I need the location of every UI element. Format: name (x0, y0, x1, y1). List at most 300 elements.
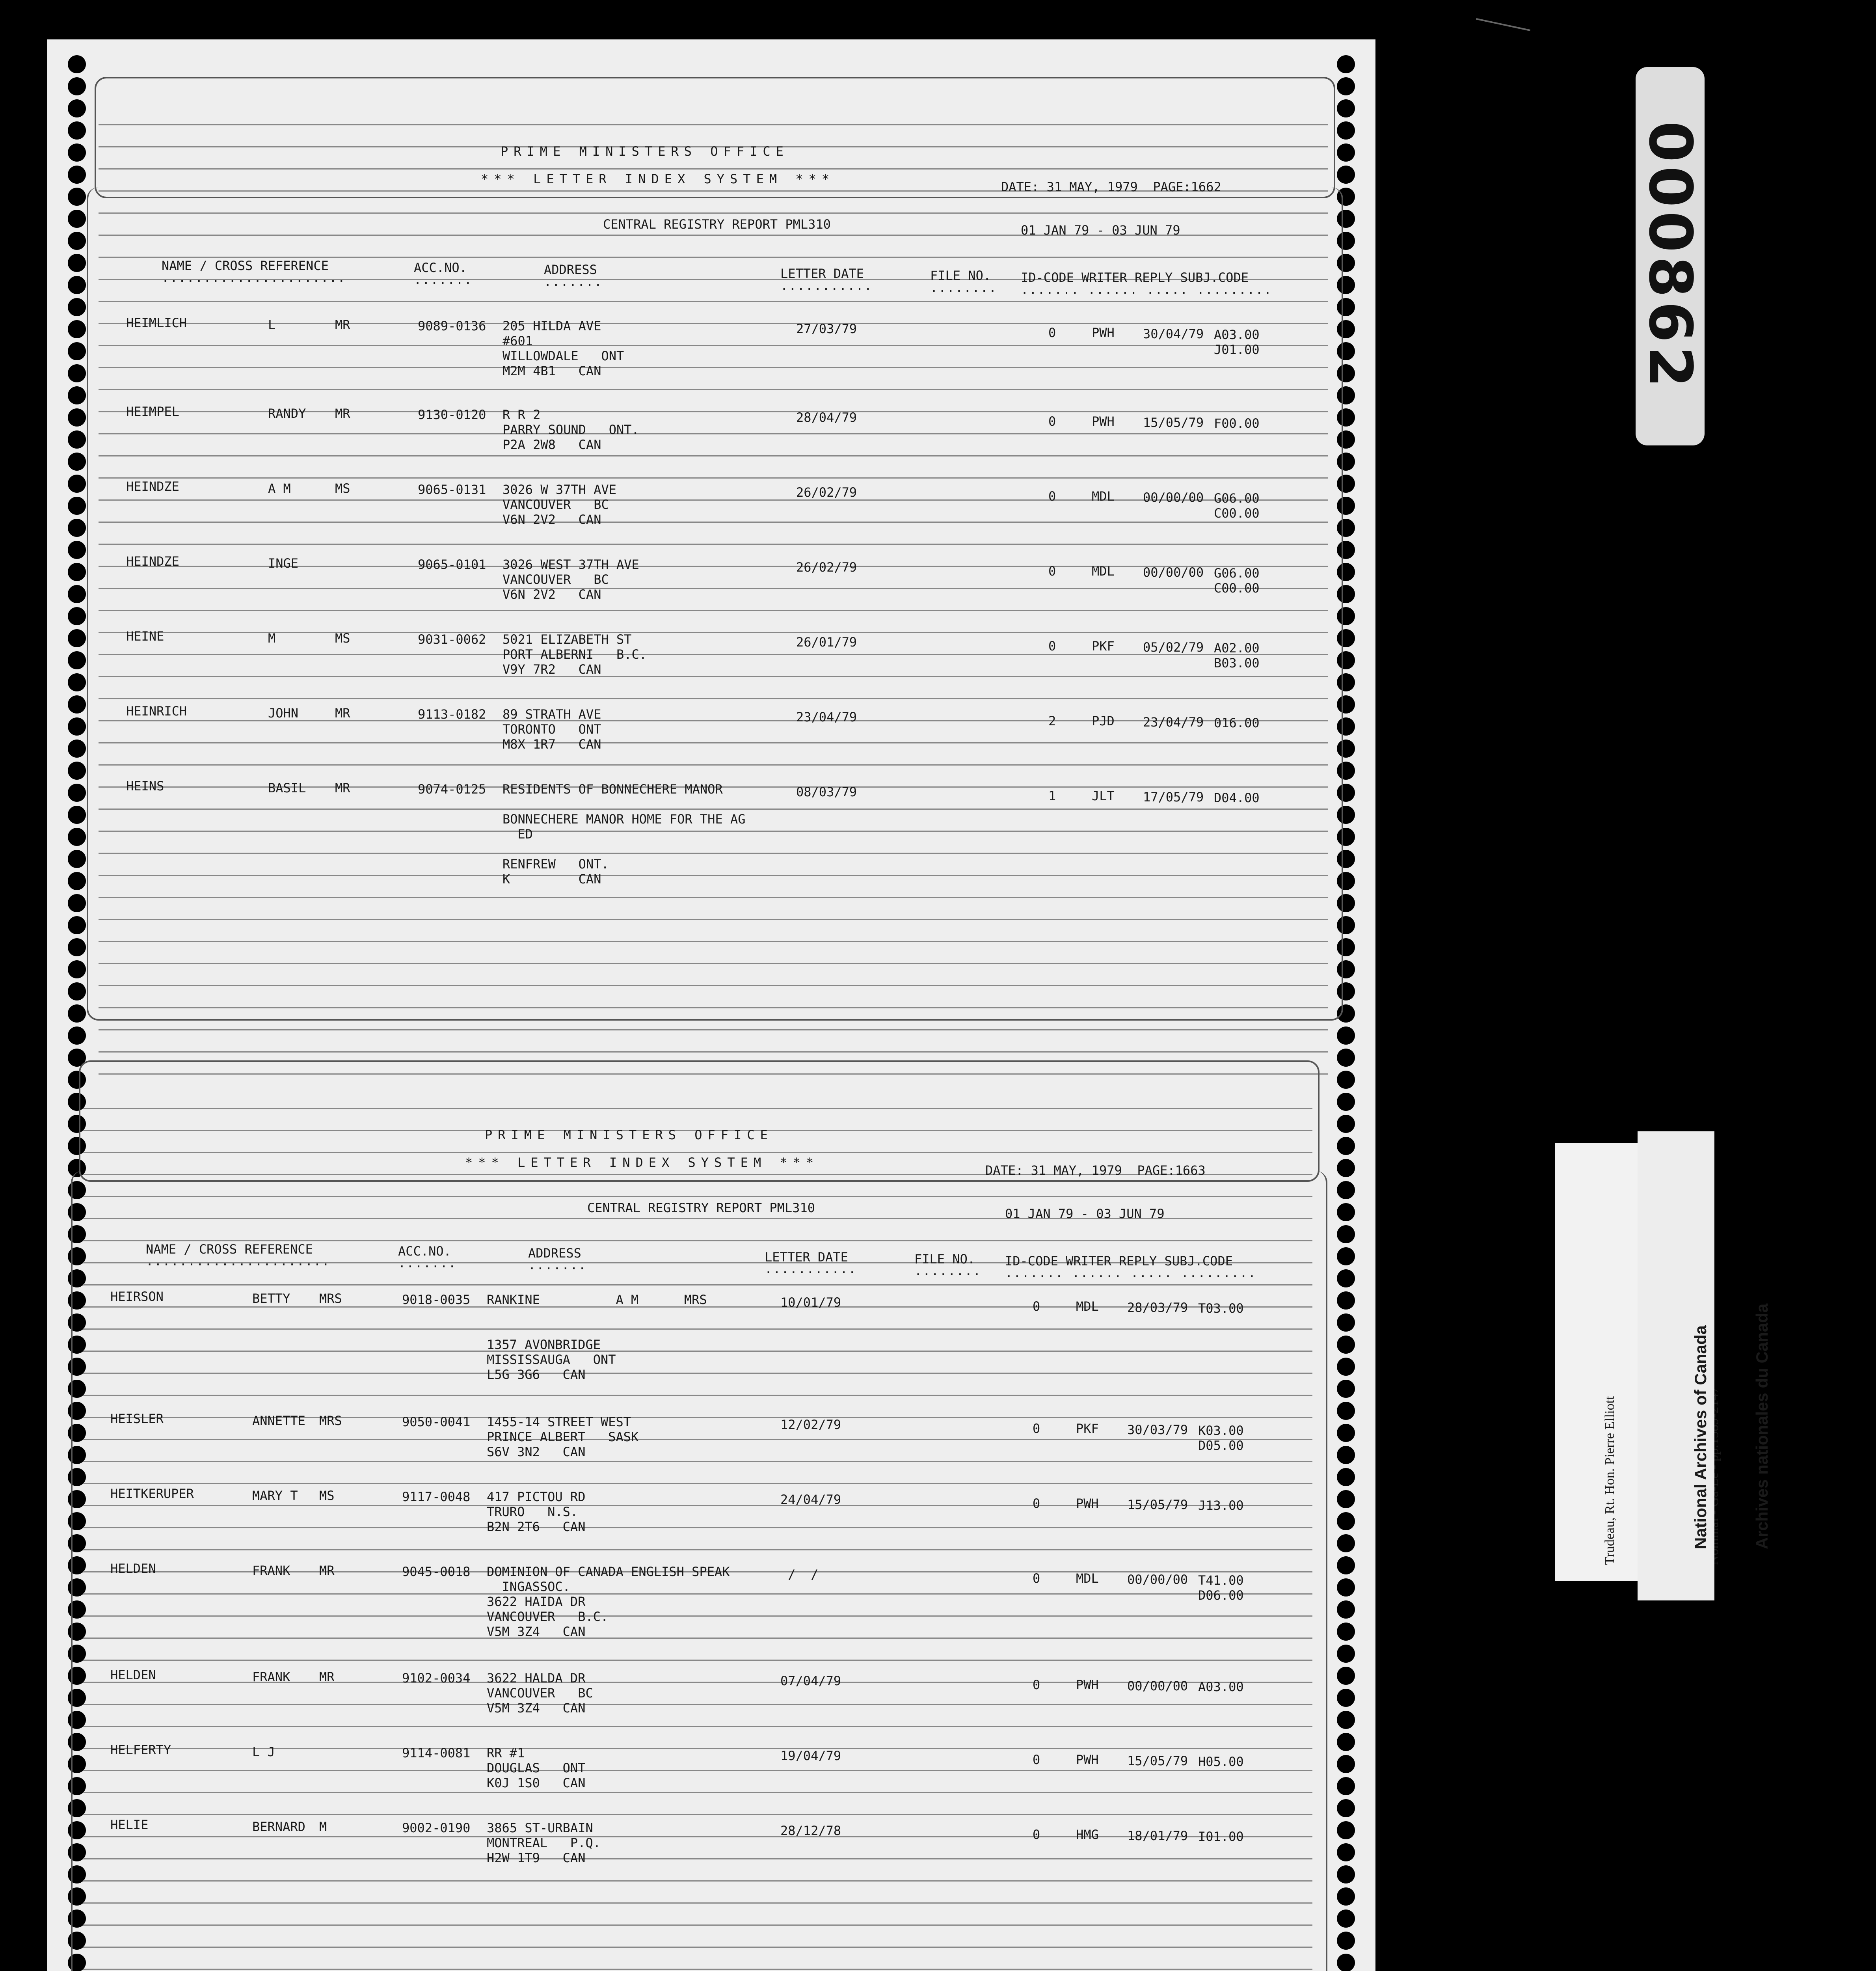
tractor-hole (1337, 1954, 1355, 1971)
tractor-hole (1337, 1336, 1355, 1354)
record-writer: JLT (1092, 788, 1115, 803)
record-id-code: 0 (1048, 489, 1056, 504)
record-acc-no: 9114-0081 (402, 1746, 471, 1760)
record-letter-date: 26/02/79 (796, 560, 857, 575)
tractor-hole (1337, 1910, 1355, 1928)
col-header-file-no-underline: ........ (930, 280, 998, 295)
ruling-line (83, 1792, 1312, 1793)
tractor-hole (1337, 1755, 1355, 1773)
archive-label (1638, 1131, 1771, 1600)
tractor-hole (68, 850, 86, 868)
tractor-hole (1337, 1512, 1355, 1530)
tractor-hole (68, 519, 86, 537)
record-address-line: H2W 1T9 CAN (487, 1850, 586, 1865)
ruling-line (83, 1527, 1312, 1528)
tractor-hole (68, 453, 86, 471)
record-address-line: S6V 3N2 CAN (487, 1444, 586, 1459)
tractor-hole (1337, 1137, 1355, 1155)
record-address-line: B2N 2T6 CAN (487, 1519, 586, 1534)
ruling-line (99, 455, 1328, 456)
record-surname: HEITKERUPER (110, 1486, 194, 1501)
record-surname: HEIRSON (110, 1289, 164, 1304)
record-reply-date: 15/05/79 (1127, 1497, 1188, 1512)
ruling-line (83, 1924, 1312, 1926)
ruling-line (99, 875, 1328, 876)
col-header-acc-underline: ....... (398, 1256, 457, 1271)
tractor-hole (68, 475, 86, 493)
record-subject-code: C00.00 (1214, 581, 1260, 596)
ruling-line (99, 1051, 1328, 1053)
record-title: MS (335, 631, 350, 646)
tractor-hole (1337, 1600, 1355, 1619)
tractor-hole (1337, 1071, 1355, 1089)
tractor-hole (1337, 1203, 1355, 1221)
ruling-line (99, 809, 1328, 810)
record-subject-code: J01.00 (1214, 342, 1260, 357)
tractor-hole (1337, 1446, 1355, 1464)
record-writer: PWH (1076, 1752, 1099, 1767)
ruling-line (99, 345, 1328, 346)
record-reply-date: 00/00/00 (1127, 1679, 1188, 1693)
tractor-hole (1337, 1049, 1355, 1067)
record-id-code: 0 (1033, 1299, 1040, 1314)
record-given-name: L J (252, 1744, 275, 1759)
record-address-line: TRURO N.S. (487, 1504, 578, 1519)
record-id-code: 0 (1048, 564, 1056, 579)
record-address-line: 1357 AVONBRIDGE (487, 1337, 601, 1352)
record-reply-date: 17/05/79 (1143, 790, 1204, 805)
ruling-line (83, 1152, 1312, 1153)
tractor-hole (68, 806, 86, 824)
record-address-line: WILLOWDALE ONT (502, 348, 624, 363)
tractor-hole (68, 188, 86, 206)
ruling-line (99, 124, 1328, 125)
record-surname: HEIMPEL (126, 404, 179, 419)
record-title: MR (335, 706, 350, 721)
record-reply-date: 05/02/79 (1143, 640, 1204, 655)
record-address-line: 205 HILDA AVE (502, 319, 601, 333)
record-subject-code: H05.00 (1198, 1754, 1244, 1769)
ruling-line (99, 588, 1328, 589)
record-letter-date: 19/04/79 (780, 1748, 841, 1763)
report-name: CENTRAL REGISTRY REPORT PML310 (603, 217, 831, 232)
tractor-hole (1337, 1115, 1355, 1133)
record-id-code: 0 (1048, 639, 1056, 654)
record-given-name: MARY T (252, 1488, 298, 1503)
record-surname: HELDEN (110, 1667, 156, 1682)
record-writer: MDL (1076, 1299, 1099, 1314)
date-page: DATE: 31 MAY, 1979 PAGE:1662 (1001, 179, 1221, 194)
record-surname: HELIE (110, 1817, 149, 1832)
tractor-hole (68, 1026, 86, 1045)
record-subject-code: G06.00 (1214, 566, 1260, 581)
col-header-acc-underline: ....... (414, 272, 473, 287)
col-header-acc: ACC.NO. (398, 1244, 451, 1259)
record-given-name: BERNARD (252, 1819, 305, 1834)
col-header-name-underline: ...................... (162, 270, 346, 285)
tractor-hole (68, 695, 86, 714)
record-surname: HEINS (126, 779, 164, 794)
ruling-line (83, 1902, 1312, 1904)
record-acc-no: 9074-0125 (418, 782, 486, 797)
record-subject-code: A03.00 (1214, 327, 1260, 342)
tractor-hole (68, 143, 86, 162)
record-address-line: MONTREAL P.Q. (487, 1835, 601, 1850)
record-writer: MDL (1092, 564, 1115, 579)
ruling-line (83, 1549, 1312, 1550)
record-address-line: RESIDENTS OF BONNECHERE MANOR (502, 782, 723, 797)
tractor-hole (1337, 1534, 1355, 1552)
record-reply-date: 18/01/79 (1127, 1828, 1188, 1843)
record-writer: PJD (1092, 714, 1115, 728)
ruling-line (99, 544, 1328, 545)
tractor-hole (68, 298, 86, 316)
record-address-line: K0J 1S0 CAN (487, 1775, 586, 1790)
body-frame (87, 187, 1343, 1021)
record-letter-date: 24/04/79 (780, 1492, 841, 1507)
record-surname: HEINDZE (126, 554, 179, 569)
record-title: M (319, 1819, 327, 1834)
record-given-name: M (268, 631, 276, 646)
ruling-line (83, 1439, 1312, 1440)
tractor-hole (1337, 1733, 1355, 1751)
record-subject-code: J13.00 (1198, 1498, 1244, 1513)
report-name: CENTRAL REGISTRY REPORT PML310 (587, 1200, 815, 1215)
tractor-hole (68, 320, 86, 338)
tractor-hole (68, 121, 86, 140)
record-given-name: A M (268, 481, 291, 496)
record-address-line: RANKINE A M MRS (487, 1292, 707, 1307)
record-reply-date: 15/05/79 (1127, 1753, 1188, 1768)
record-surname: HEIMLICH (126, 315, 187, 330)
ruling-line (83, 1108, 1312, 1109)
record-acc-no: 9065-0101 (418, 557, 486, 572)
tractor-hole (1337, 1313, 1355, 1332)
record-given-name: L (268, 317, 276, 332)
tractor-hole (1337, 99, 1355, 117)
tractor-hole (1337, 1490, 1355, 1508)
record-address-line: MISSISSAUGA ONT (487, 1352, 616, 1367)
tractor-hole (68, 541, 86, 559)
record-address-line: 417 PICTOU RD (487, 1489, 586, 1504)
tractor-hole (1337, 1269, 1355, 1287)
ruling-line (99, 1007, 1328, 1008)
record-id-code: 0 (1033, 1677, 1040, 1692)
record-letter-date: 28/04/79 (796, 410, 857, 425)
record-acc-no: 9065-0131 (418, 482, 486, 497)
record-reply-date: 30/03/79 (1127, 1422, 1188, 1437)
ruling-line (83, 1593, 1312, 1595)
tractor-hole (1337, 1932, 1355, 1950)
record-subject-code: D05.00 (1198, 1438, 1244, 1453)
record-address-line: 5021 ELIZABETH ST (502, 632, 632, 647)
record-address-line: K CAN (502, 872, 601, 887)
date-range: 01 JAN 79 - 03 JUN 79 (1005, 1206, 1165, 1221)
ruling-line (83, 1704, 1312, 1705)
record-acc-no: 9102-0034 (402, 1671, 471, 1686)
record-writer: PWH (1092, 325, 1115, 340)
record-writer: PKF (1076, 1421, 1099, 1436)
record-reply-date: 00/00/00 (1127, 1572, 1188, 1587)
col-header-letter-date-underline: ........... (765, 1261, 857, 1276)
ruling-line (83, 1969, 1312, 1970)
tractor-hole (68, 585, 86, 603)
tractor-hole (1337, 1358, 1355, 1376)
col-header-tail-underline: ....... ...... ..... ......... (1021, 282, 1272, 297)
record-address-line: PARRY SOUND ONT. (502, 422, 639, 437)
record-subject-code: C00.00 (1214, 506, 1260, 521)
record-address-line: INGASSOC. (487, 1579, 570, 1594)
record-title: MS (335, 481, 350, 496)
tractor-hole (68, 762, 86, 780)
record-id-code: 2 (1048, 714, 1056, 728)
ruling-line (99, 367, 1328, 368)
ruling-line (99, 257, 1328, 258)
record-writer: MDL (1076, 1571, 1099, 1586)
ruling-line (99, 212, 1328, 214)
record-subject-code: T03.00 (1198, 1301, 1244, 1316)
tractor-hole (1337, 1821, 1355, 1839)
tractor-hole (68, 232, 86, 250)
record-id-code: 1 (1048, 788, 1056, 803)
record-given-name: FRANK (252, 1669, 290, 1684)
ruling-line (99, 831, 1328, 832)
record-subject-code: A03.00 (1198, 1679, 1244, 1694)
record-surname: HEINRICH (126, 704, 187, 719)
record-subject-code: 016.00 (1214, 715, 1260, 730)
col-header-name-underline: ...................... (146, 1254, 330, 1269)
record-address-line: PORT ALBERNI B.C. (502, 647, 647, 662)
record-writer: PKF (1092, 639, 1115, 654)
record-id-code: 0 (1033, 1827, 1040, 1842)
record-address-line: DOMINION OF CANADA ENGLISH SPEAK (487, 1564, 730, 1579)
ruling-line (83, 1483, 1312, 1484)
ruling-line (83, 1947, 1312, 1948)
tractor-hole (1337, 1159, 1355, 1177)
record-given-name: ANNETTE (252, 1413, 305, 1428)
record-letter-date: 27/03/79 (796, 321, 857, 336)
record-surname: HEISLER (110, 1411, 164, 1426)
record-subject-code: T41.00 (1198, 1573, 1244, 1588)
ruling-line (83, 1726, 1312, 1727)
record-surname: HEINE (126, 629, 164, 644)
tractor-hole (68, 872, 86, 890)
record-address-line: VANCOUVER BC (502, 497, 609, 512)
record-reply-date: 28/03/79 (1127, 1300, 1188, 1315)
date-range: 01 JAN 79 - 03 JUN 79 (1021, 223, 1180, 238)
record-address-line: TORONTO ONT (502, 722, 601, 737)
record-address-line: P2A 2W8 CAN (502, 437, 601, 452)
record-address-line: 3622 HALDA DR (487, 1671, 586, 1686)
date-page: DATE: 31 MAY, 1979 PAGE:1663 (985, 1163, 1206, 1178)
record-id-code: 0 (1033, 1752, 1040, 1767)
tractor-hole (1337, 77, 1355, 95)
record-letter-date: 08/03/79 (796, 784, 857, 799)
tractor-hole (68, 430, 86, 449)
col-header-file-no-underline: ........ (914, 1263, 982, 1278)
record-address-line: VANCOUVER BC (502, 572, 609, 587)
record-title: MS (319, 1488, 335, 1503)
col-header-address-underline: ....... (544, 274, 603, 289)
ruling-line (83, 1858, 1312, 1859)
ruling-line (99, 853, 1328, 854)
record-address-line: V6N 2V2 CAN (502, 512, 601, 527)
tractor-hole (1337, 1777, 1355, 1795)
tractor-hole (68, 740, 86, 758)
tractor-hole (68, 55, 86, 73)
tractor-hole (68, 254, 86, 272)
ruling-line (99, 764, 1328, 766)
record-writer: PWH (1076, 1677, 1099, 1692)
frame-number: 000862 (1636, 121, 1705, 392)
tractor-hole (68, 408, 86, 427)
record-title: MRS (319, 1413, 342, 1428)
ruling-line (99, 610, 1328, 611)
tractor-hole (68, 166, 86, 184)
col-header-letter-date: LETTER DATE (780, 266, 864, 281)
record-address-line: #601 (502, 333, 533, 348)
tractor-hole (68, 364, 86, 382)
tractor-hole (1337, 1799, 1355, 1817)
system-title: *** LETTER INDEX SYSTEM *** (465, 1155, 819, 1170)
record-writer: PWH (1092, 414, 1115, 429)
record-letter-date: 26/01/79 (796, 635, 857, 650)
record-acc-no: 9045-0018 (402, 1564, 471, 1579)
tractor-hole (68, 342, 86, 360)
tractor-hole (68, 210, 86, 228)
record-acc-no: 9130-0120 (418, 407, 486, 422)
record-reply-date: 23/04/79 (1143, 715, 1204, 730)
record-address-line: RENFREW ONT. (502, 857, 609, 872)
ruling-line (99, 698, 1328, 699)
tractor-hole (1337, 1578, 1355, 1597)
tractor-hole (1337, 1667, 1355, 1685)
archive-name-fr: Archives nationales du Canada (1753, 1303, 1771, 1549)
ruling-line (83, 1660, 1312, 1661)
tractor-hole (68, 77, 86, 95)
col-header-file-no: FILE NO. (914, 1252, 975, 1267)
col-header-letter-date-underline: ........... (780, 278, 873, 293)
tractor-hole (1337, 143, 1355, 162)
office-title: PRIME MINISTERS OFFICE (485, 1127, 773, 1142)
record-subject-code: I01.00 (1198, 1829, 1244, 1844)
record-letter-date: / / (780, 1567, 819, 1582)
record-subject-code: A02.00 (1214, 641, 1260, 656)
record-address-line: 1455-14 STREET WEST (487, 1414, 631, 1429)
tractor-hole (68, 99, 86, 117)
ruling-line (99, 941, 1328, 942)
record-address-line: M8X 1R7 CAN (502, 737, 601, 752)
record-id-code: 0 (1048, 414, 1056, 429)
record-reply-date: 00/00/00 (1143, 490, 1204, 505)
record-letter-date: 10/01/79 (780, 1295, 841, 1310)
record-address-line: ED (502, 827, 533, 842)
record-given-name: JOHN (268, 706, 299, 721)
record-title: MR (335, 317, 350, 332)
record-address-line: V5M 3Z4 CAN (487, 1701, 586, 1716)
record-acc-no: 9031-0062 (418, 632, 486, 647)
collection-label (1555, 1143, 1638, 1581)
tractor-hole (68, 938, 86, 956)
record-address-line: 3026 W 37TH AVE (502, 482, 616, 497)
tractor-hole (68, 784, 86, 802)
tractor-hole (1337, 55, 1355, 73)
tractor-hole (1337, 1843, 1355, 1861)
ruling-line (99, 742, 1328, 743)
record-id-code: 0 (1033, 1571, 1040, 1586)
record-address-line: L5G 3G6 CAN (487, 1367, 586, 1382)
tractor-hole (68, 960, 86, 978)
tractor-hole (1337, 1623, 1355, 1641)
col-header-file-no: FILE NO. (930, 268, 991, 283)
record-surname: HELFERTY (110, 1742, 171, 1757)
tractor-hole (68, 717, 86, 736)
record-letter-date: 28/12/78 (780, 1823, 841, 1838)
tractor-hole (1337, 166, 1355, 184)
tractor-hole (68, 497, 86, 515)
ruling-line (83, 1328, 1312, 1330)
record-id-code: 0 (1033, 1421, 1040, 1436)
ruling-line (83, 1196, 1312, 1197)
ruling-line (99, 919, 1328, 920)
tractor-hole (1337, 1865, 1355, 1883)
tractor-hole (1337, 1468, 1355, 1486)
ruling-line (83, 1770, 1312, 1771)
record-letter-date: 26/02/79 (796, 485, 857, 500)
ruling-line (83, 1461, 1312, 1462)
tractor-hole (1337, 1556, 1355, 1574)
ruling-line (83, 1814, 1312, 1815)
label-line-1: Trudeau, Rt. Hon. Pierre Elliott (1602, 1396, 1617, 1565)
tractor-hole (1337, 1380, 1355, 1398)
col-header-tail: ID-CODE WRITER REPLY SUBJ.CODE (1005, 1254, 1233, 1269)
record-subject-code: D04.00 (1214, 790, 1260, 805)
record-title: MR (319, 1669, 335, 1684)
record-address-line: 3622 HAIDA DR (487, 1594, 586, 1609)
printout-sheet (47, 39, 1375, 1971)
record-letter-date: 07/04/79 (780, 1673, 841, 1688)
record-given-name: FRANK (252, 1563, 290, 1578)
tractor-hole (1337, 1645, 1355, 1663)
frame-number-stamp (1636, 67, 1705, 445)
col-header-name: NAME / CROSS REFERENCE (146, 1242, 313, 1257)
ruling-line (83, 1284, 1312, 1285)
record-letter-date: 23/04/79 (796, 710, 857, 725)
ruling-line (99, 963, 1328, 964)
record-address-line: VANCOUVER B.C. (487, 1609, 609, 1624)
ruling-line (99, 389, 1328, 390)
ruling-line (83, 1395, 1312, 1396)
record-acc-no: 9117-0048 (402, 1489, 471, 1504)
record-given-name: BETTY (252, 1291, 290, 1306)
tractor-hole (68, 386, 86, 404)
record-acc-no: 9089-0136 (418, 319, 486, 333)
record-title: MRS (319, 1291, 342, 1306)
tractor-hole (68, 916, 86, 934)
ruling-line (83, 1880, 1312, 1882)
ruling-line (99, 522, 1328, 523)
record-letter-date: 12/02/79 (780, 1417, 841, 1432)
record-reply-date: 15/05/79 (1143, 415, 1204, 430)
record-address-line: DOUGLAS ONT (487, 1760, 586, 1775)
tractor-hole (1337, 1424, 1355, 1442)
col-header-acc: ACC.NO. (414, 260, 467, 275)
col-header-name: NAME / CROSS REFERENCE (162, 258, 329, 273)
tractor-hole (68, 629, 86, 647)
record-acc-no: 9018-0035 (402, 1292, 471, 1307)
ruling-line (99, 897, 1328, 898)
tractor-hole (1337, 1689, 1355, 1707)
